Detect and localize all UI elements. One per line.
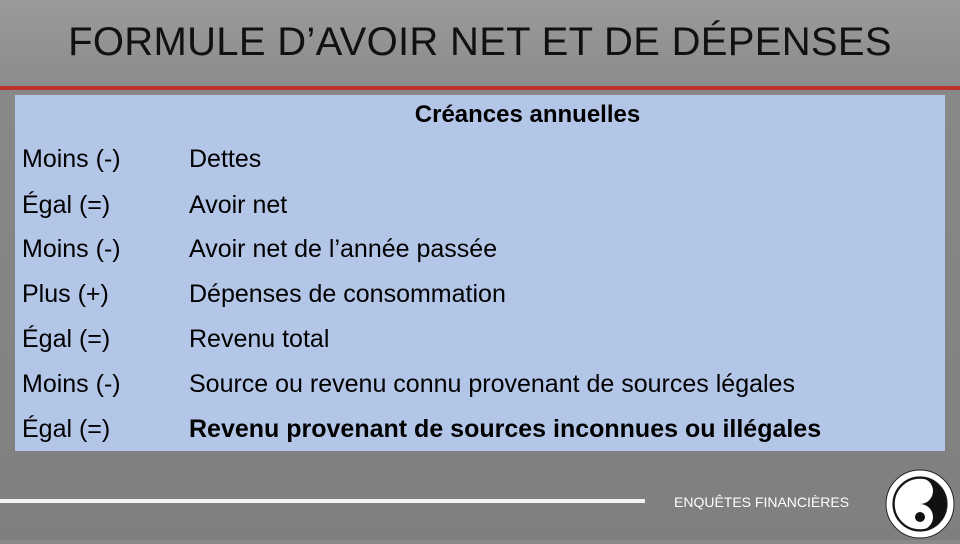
operator-label: Moins (-) [22,235,121,263]
table-row [15,280,945,320]
row-text: Revenu total [189,325,330,353]
table-row [15,191,945,231]
table-header: Créances annuelles [414,101,641,128]
row-text: Avoir net [189,191,288,219]
row-text-result: Revenu provenant de sources inconnues ou illégales [189,415,822,443]
formula-table [15,95,945,451]
operator-label: Égal (=) [22,415,111,443]
table-row [15,415,945,455]
slide-title: FORMULE D’AVOIR NET ET DE DÉPENSES [68,20,892,64]
footer-label: ENQUÊTES FINANCIÈRES [674,494,850,510]
operator-label: Égal (=) [22,191,111,219]
operator-label: Plus (+) [22,280,109,308]
table-row [15,325,945,365]
table-row [15,145,945,185]
row-text: Avoir net de l’année passée [189,235,498,263]
row-text: Dettes [189,145,262,173]
row-text: Dépenses de consommation [189,280,506,308]
operator-label: Moins (-) [22,370,121,398]
row-text: Source ou revenu connu provenant de sources légales [189,370,795,398]
title-bar [0,0,960,90]
footer-divider [0,499,645,503]
operator-label: Égal (=) [22,325,111,353]
operator-label: Moins (-) [22,145,121,173]
organization-seal-icon [873,463,959,539]
table-row [15,235,945,275]
table-row [15,370,945,410]
